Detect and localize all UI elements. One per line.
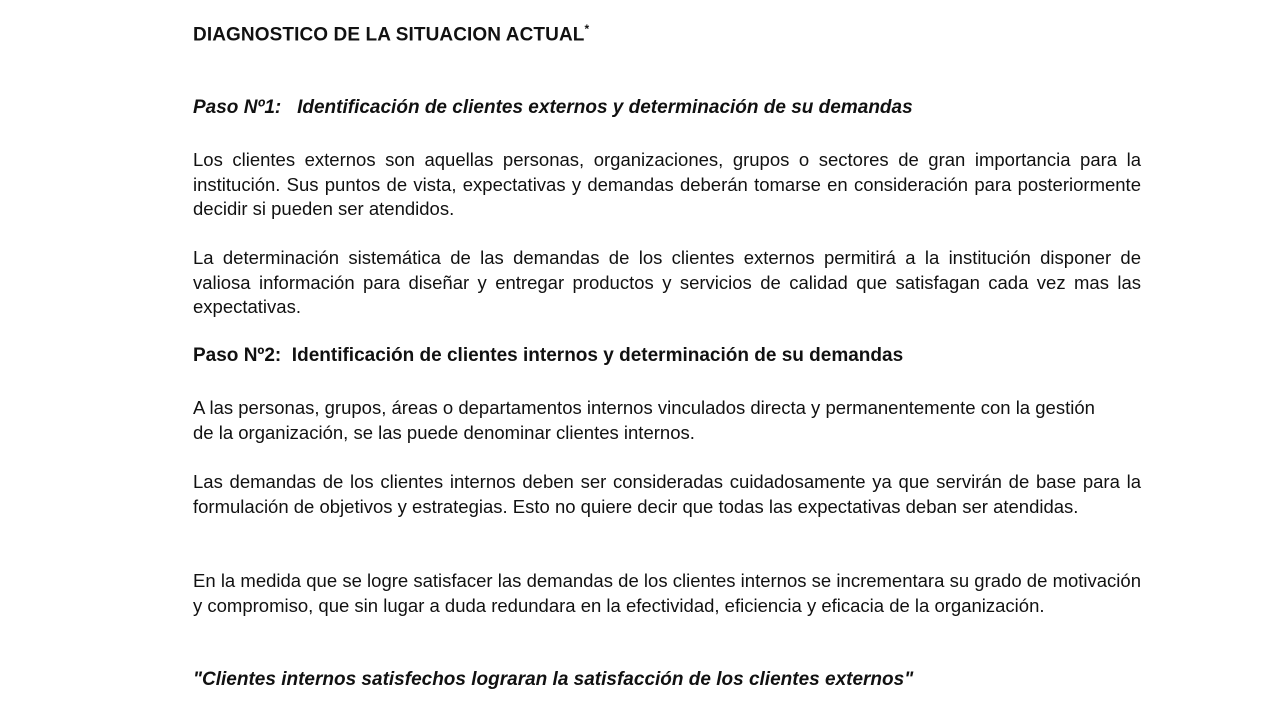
paso2-paragraph-1: A las personas, grupos, áreas o departamentos internos vinculados directa y permanentemente con la gestión de la organización, se las puede denominar clientes internos. [193, 397, 1095, 443]
title-text: DIAGNOSTICO DE LA SITUACION ACTUAL [193, 24, 585, 46]
paso2-heading: Paso Nº2: Identificación de clientes internos y determinación de su demandas [193, 345, 904, 366]
paso1-heading: Paso Nº1: Identificación de clientes externos y determinación de su demandas [193, 97, 913, 118]
document-page [193, 0, 1141, 720]
document-title [193, 22, 589, 46]
paso1-paragraph-2: La determinación sistemática de las demandas de los clientes externos permitirá a la institución disponer de valiosa información para diseñar y entregar productos y servicios de calidad que satisfagan cada vez mas las expectativas. [193, 247, 1141, 317]
paso1-paragraph-1: Los clientes externos son aquellas personas, organizaciones, grupos o sectores de gran importancia para la institución. Sus puntos de vista, expectativas y demandas deberán tomarse en consideración para posteriormente decidir si pueden ser atendidos. [193, 149, 1141, 219]
title-footnote-mark: * [584, 22, 590, 36]
closing-quote: "Clientes internos satisfechos lograran la satisfacción de los clientes externos" [193, 669, 914, 690]
paso2-paragraph-3: En la medida que se logre satisfacer las demandas de los clientes internos se incrementara su grado de motivación y compromiso, que sin lugar a duda redundara en la efectividad, eficiencia y eficacia de la organización. [193, 570, 1141, 616]
paso2-paragraph-2: Las demandas de los clientes internos deben ser consideradas cuidadosamente ya que servirán de base para la formulación de objetivos y estrategias. Esto no quiere decir que todas las expectativas deban ser atendidas. [193, 471, 1141, 517]
